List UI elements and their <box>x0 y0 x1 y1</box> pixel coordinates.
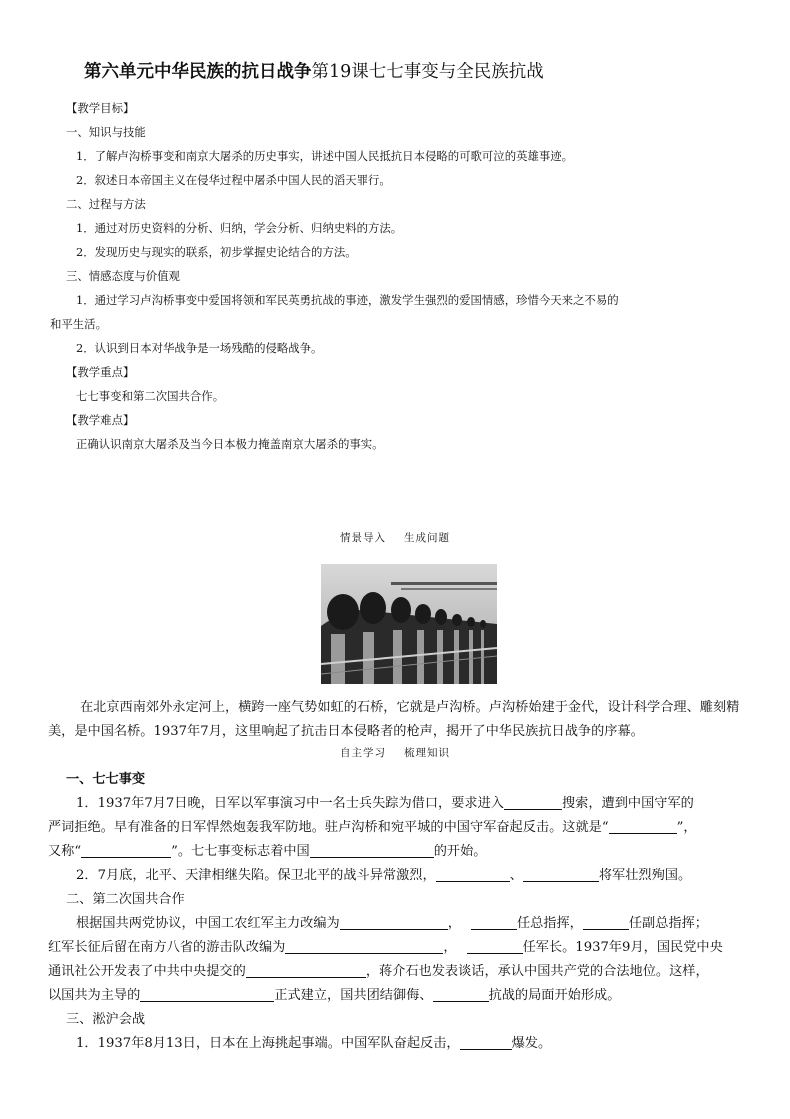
part2-line2 <box>48 936 758 960</box>
blank-line[interactable] <box>285 939 443 954</box>
blank-line[interactable] <box>460 1035 512 1050</box>
text-segment: 又称“ <box>48 844 82 859</box>
knowledge-item-2: 2．叙述日本帝国主义在侵华过程中屠杀中国人民的滔天罪行。 <box>76 173 391 187</box>
text-segment: 爆发。 <box>511 1036 552 1051</box>
unit-title: 第六单元中华民族的抗日战争 <box>84 62 312 82</box>
difficulty-text: 正确认识南京大屠杀及当今日本极力掩盖南京大屠杀的事实。 <box>76 437 384 451</box>
section-method-title: 二、过程与方法 <box>66 197 146 211</box>
blank-line[interactable] <box>523 867 599 882</box>
lesson-title: 第19课七七事变与全民族抗战 <box>311 62 544 82</box>
part2-line1 <box>48 912 758 936</box>
study-section-heading <box>0 745 790 760</box>
text-segment: 任副总指挥； <box>628 916 708 931</box>
blank-line[interactable] <box>310 843 434 858</box>
text-segment: 根据国共两党协议，中国工农红军主力改编为 <box>76 916 340 931</box>
blank-line[interactable] <box>583 915 629 930</box>
blank-line[interactable] <box>471 915 517 930</box>
teaching-objectives <box>48 96 758 456</box>
blank-line[interactable] <box>246 963 366 978</box>
text-segment: 任军长。1937年9月，国民党中央 <box>522 940 723 955</box>
part2-line3 <box>48 960 758 984</box>
part1-q1-line3 <box>48 840 758 864</box>
section-knowledge-title: 一、知识与技能 <box>66 125 146 139</box>
attitude-item-2: 2．认识到日本对华战争是一场残酷的侵略战争。 <box>76 341 323 355</box>
text-segment: 抗战的局面开始形成。 <box>488 988 621 1003</box>
intro-heading-right: 生成问题 <box>404 532 450 544</box>
blank-line[interactable] <box>340 915 448 930</box>
part1-q1-line2 <box>48 816 758 840</box>
blank-line[interactable] <box>467 939 523 954</box>
text-segment: 1．1937年7月7日晚，日军以军事演习中一名士兵失踪为借口，要求进入 <box>76 796 504 811</box>
bridge-lions-image <box>321 564 497 684</box>
text-segment: 正式建立，国共团结御侮、 <box>274 988 433 1003</box>
knowledge-item-1: 1．了解卢沟桥事变和南京大屠杀的历史事实，讲述中国人民抵抗日本侵略的可歌可泣的英雄事迹。 <box>76 149 574 163</box>
text-segment: ， <box>443 940 457 955</box>
blank-line[interactable] <box>504 795 562 810</box>
method-item-2: 2．发现历史与现实的联系，初步掌握史论结合的方法。 <box>76 245 357 259</box>
lugou-bridge-photo <box>321 564 497 684</box>
study-content <box>48 768 758 1056</box>
text-segment: ，蒋介石也发表谈话，承认中国共产党的合法地位。这样， <box>365 964 709 979</box>
text-segment: 严词拒绝。早有准备的日军悍然炮轰我军防地。驻卢沟桥和宛平城的中国守军奋起反击。这就是“ <box>48 820 609 835</box>
study-heading-right: 梳理知识 <box>404 747 450 759</box>
blank-line[interactable] <box>140 987 274 1002</box>
study-heading-left: 自主学习 <box>340 747 386 759</box>
part2-line4 <box>48 984 758 1008</box>
text-segment: 通讯社公开发表了中共中央提交的 <box>48 964 246 979</box>
part1-q2 <box>48 864 758 888</box>
page-title <box>84 60 544 84</box>
blank-line[interactable] <box>81 843 171 858</box>
blank-line[interactable] <box>436 867 510 882</box>
section-attitude-title: 三、情感态度与价值观 <box>66 269 180 283</box>
text-segment: 红军长征后留在南方八省的游击队改编为 <box>48 940 286 955</box>
intro-paragraph: 在北京西南郊外永定河上，横跨一座气势如虹的石桥，它就是卢沟桥。卢沟桥始建于金代，设计科学合理、雕刻精美，是中国名桥。1937年7月，这里响起了抗击日本侵略者的枪声，揭开了中华民族抗日战争的序幕。 <box>48 700 740 739</box>
text-segment: 、 <box>509 868 523 883</box>
intro-paragraph-block <box>48 696 758 744</box>
text-segment: 2．7月底，北平、天津相继失陷。保卫北平的战斗异常激烈， <box>76 868 436 883</box>
text-segment: ， <box>447 916 461 931</box>
part3-q1 <box>48 1032 758 1056</box>
key-points-heading: 【教学重点】 <box>66 365 135 379</box>
text-segment: 的开始。 <box>433 844 487 859</box>
part1-q1-line1 <box>48 792 758 816</box>
intro-section-heading <box>0 530 790 545</box>
text-segment: 1．1937年8月13日，日本在上海挑起事端。中国军队奋起反击， <box>76 1036 460 1051</box>
blank-line[interactable] <box>609 819 677 834</box>
intro-heading-left: 情景导入 <box>340 532 386 544</box>
text-segment: 任总指挥， <box>516 916 583 931</box>
part2-title: 二、第二次国共合作 <box>66 892 185 907</box>
attitude-item-1-line-1: 1．通过学习卢沟桥事变中爱国将领和军民英勇抗战的事迹，激发学生强烈的爱国情感，珍惜今天来之不易的 <box>76 293 619 307</box>
method-item-1: 1．通过对历史资料的分析、归纳，学会分析、归纳史料的方法。 <box>76 221 403 235</box>
blank-line[interactable] <box>433 987 489 1002</box>
part3-title: 三、淞沪会战 <box>66 1012 146 1027</box>
attitude-item-1-line-2: 和平生活。 <box>50 317 107 331</box>
text-segment: 搜索，遭到中国守军的 <box>561 796 694 811</box>
difficulty-heading: 【教学难点】 <box>66 413 135 427</box>
text-segment: ”， <box>676 820 697 835</box>
key-points-text: 七七事变和第二次国共合作。 <box>76 389 225 403</box>
part1-title: 一、七七事变 <box>66 772 146 787</box>
objectives-heading: 【教学目标】 <box>66 101 135 115</box>
text-segment: 将军壮烈殉国。 <box>598 868 692 883</box>
text-segment: ”。七七事变标志着中国 <box>171 844 310 859</box>
text-segment: 以国共为主导的 <box>48 988 141 1003</box>
